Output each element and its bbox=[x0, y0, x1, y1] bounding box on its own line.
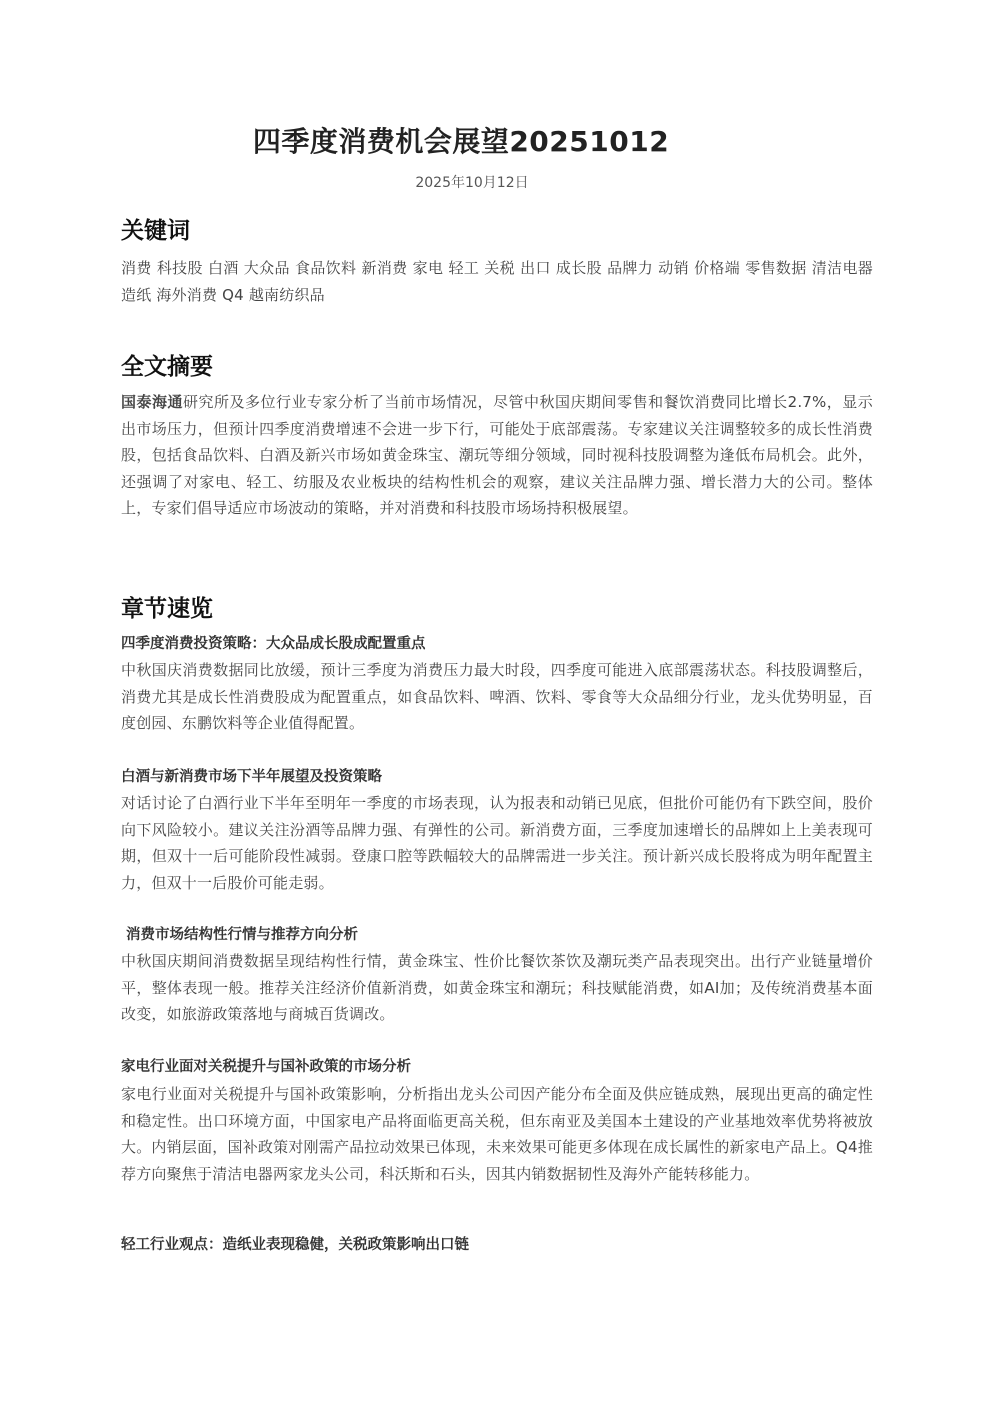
summary-paragraph bbox=[121, 389, 873, 522]
chapter-body: 中秋国庆期间消费数据呈现结构性行情，黄金珠宝、性价比餐饮茶饮及潮玩类产品表现突出。出行产业链量增价平，整体表现一般。推荐关注经济价值新消费，如黄金珠宝和潮玩；科技赋能消费，如AI加；及传统消费基本面改变，如旅游政策落地与商城百货调改。 bbox=[121, 952, 873, 1023]
summary-body: 研究所及多位行业专家分析了当前市场情况，尽管中秋国庆期间零售和餐饮消费同比增长2.7%，显示出市场压力，但预计四季度消费增速不会进一步下行，可能处于底部震荡。专家建议关注调整较多的成长性消费股，包括食品饮料、白酒及新兴市场如黄金珠宝、潮玩等细分领域，同时视科技股调整为逢低布局机会。此外，还强调了对家电、轻工、纺服及农业板块的结构性机会的观察，建议关注品牌力强、增长潜力大的公司。整体上，专家们倡导适应市场波动的策略，并对消费和科技股市场场持积极展望。 bbox=[121, 393, 873, 517]
chapter-body: 家电行业面对关税提升与国补政策影响，分析指出龙头公司因产能分布全面及供应链成熟，展现出更高的确定性和稳定性。出口环境方面，中国家电产品将面临更高关税，但东南亚及美国本土建设的产业基地效率优势将被放大。内销层面，国补政策对刚需产品拉动效果已体现，未来效果可能更多体现在成长属性的新家电产品上。Q4推荐方向聚焦于清洁电器两家龙头公司，科沃斯和石头，因其内销数据韧性及海外产能转移能力。 bbox=[121, 1085, 873, 1183]
summary-heading: 全文摘要 bbox=[121, 354, 213, 380]
chapter-body: 中秋国庆消费数据同比放缓，预计三季度为消费压力最大时段，四季度可能进入底部震荡状态。科技股调整后，消费尤其是成长性消费股成为配置重点，如食品饮料、啤酒、饮料、零食等大众品细分行业，龙头优势明显，百度创园、东鹏饮料等企业值得配置。 bbox=[121, 661, 873, 732]
summary-lead: 国泰海通 bbox=[121, 393, 184, 411]
keywords-heading: 关键词 bbox=[121, 218, 190, 244]
document-title: 四季度消费机会展望20251012 bbox=[252, 125, 670, 158]
chapter-title: 四季度消费投资策略：大众品成长股成配置重点 bbox=[121, 636, 426, 652]
chapter-body: 对话讨论了白酒行业下半年至明年一季度的市场表现，认为报表和动销已见底，但批价可能仍有下跌空间，股价向下风险较小。建议关注汾酒等品牌力强、有弹性的公司。新消费方面，三季度加速增长的品牌如上上美表现可期，但双十一后可能阶段性减弱。登康口腔等跌幅较大的品牌需进一步关注。预计新兴成长股将成为明年配置主力，但双十一后股价可能走弱。 bbox=[121, 794, 873, 892]
chapter-title: 轻工行业观点：造纸业表现稳健，关税政策影响出口链 bbox=[121, 1237, 469, 1253]
chapters-heading: 章节速览 bbox=[121, 596, 213, 622]
chapter-title: 家电行业面对关税提升与国补政策的市场分析 bbox=[121, 1059, 411, 1075]
document-date: 2025年10月12日 bbox=[415, 175, 529, 191]
chapter-title: 消费市场结构性行情与推荐方向分析 bbox=[121, 927, 359, 943]
keywords-text: 消费 科技股 白酒 大众品 食品饮料 新消费 家电 轻工 关税 出口 成长股 品牌力 动销 价格端 零售数据 清洁电器 造纸 海外消费 Q4 越南纺织品 bbox=[121, 259, 873, 304]
chapter-title: 白酒与新消费市场下半年展望及投资策略 bbox=[121, 769, 382, 785]
